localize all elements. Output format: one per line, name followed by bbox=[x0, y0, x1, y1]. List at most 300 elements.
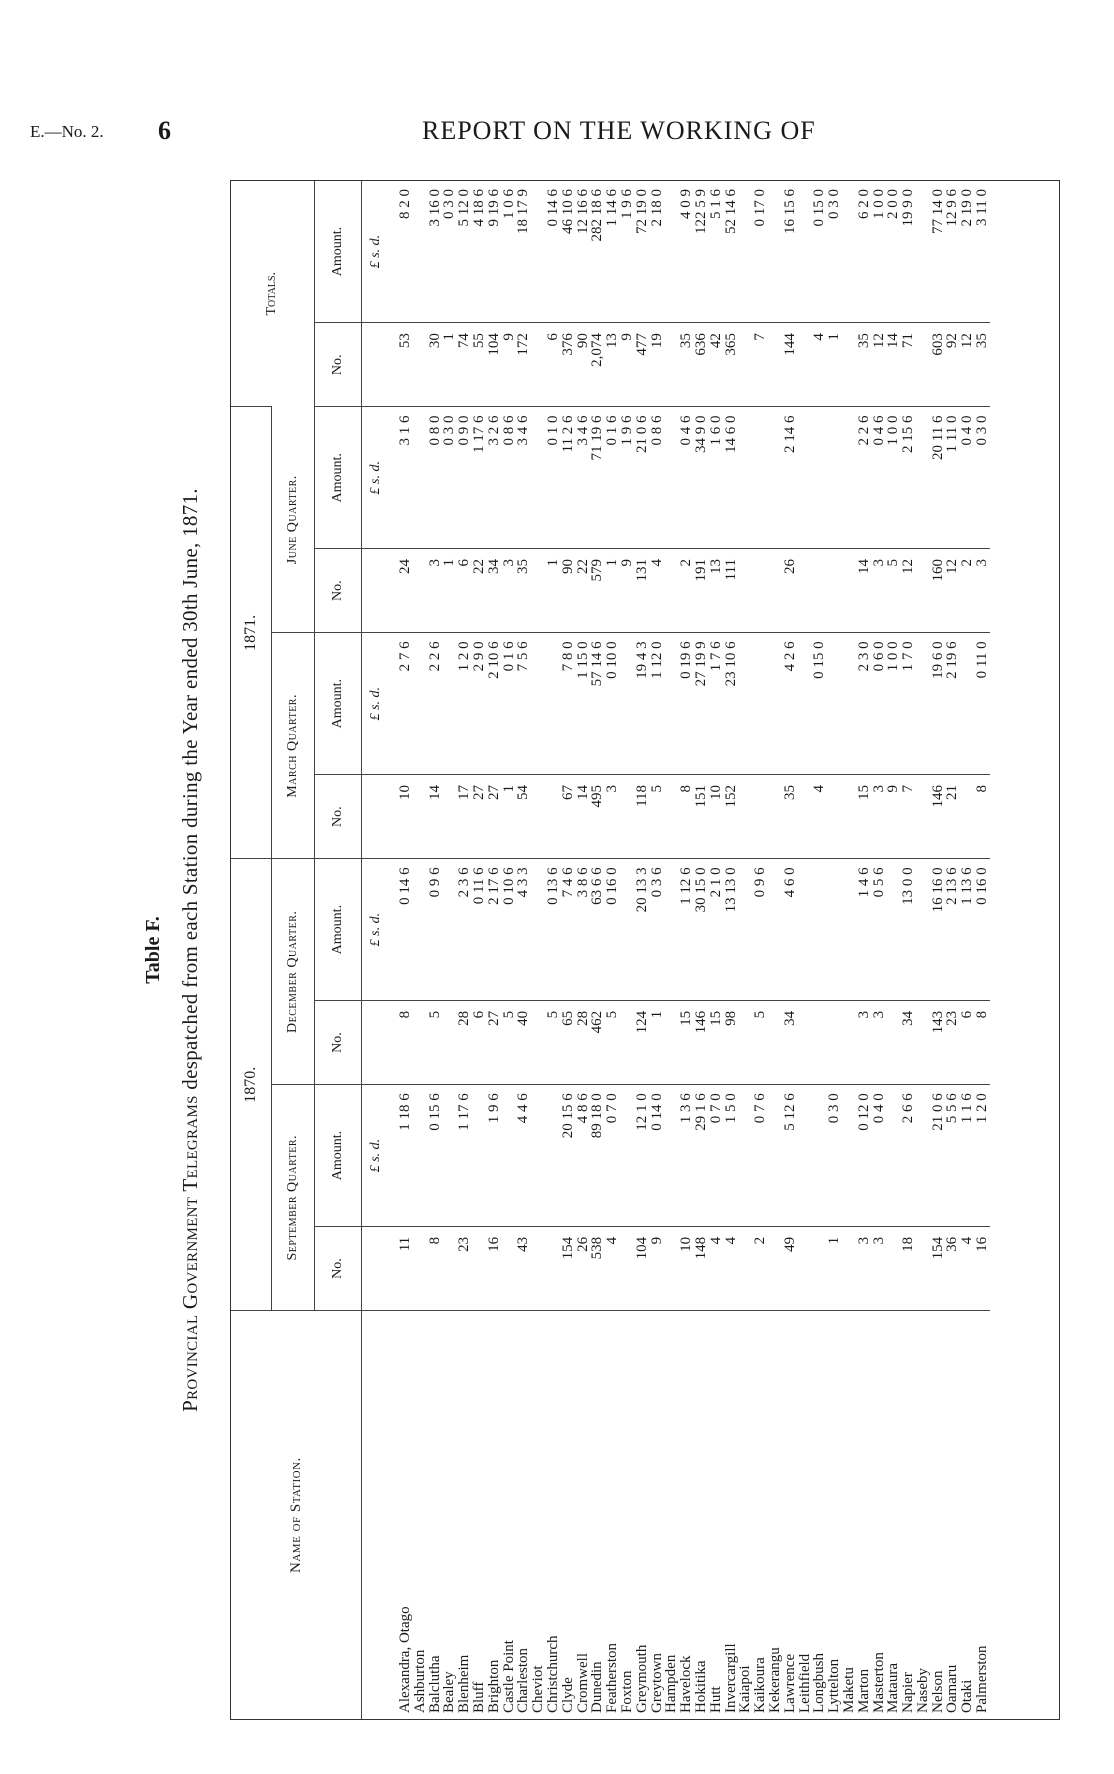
station-name-text: Oamaru bbox=[944, 1664, 961, 1713]
june-count: 13 bbox=[709, 549, 724, 633]
total-amount: 16 15 6 bbox=[781, 189, 798, 234]
december-amount: 7 4 6 bbox=[561, 859, 576, 1001]
september-amount: 0 14 0 bbox=[650, 1085, 665, 1227]
march-count: 8 bbox=[679, 774, 694, 858]
june-amount: 0 4 0 bbox=[960, 407, 975, 549]
december-count: 5 bbox=[428, 1000, 443, 1084]
june-amount: 1 11 0 bbox=[945, 407, 960, 549]
total-count bbox=[798, 323, 813, 407]
station-name-text: Naseby bbox=[914, 1668, 931, 1713]
march-count: 10 bbox=[390, 774, 413, 858]
station-name-text: Christchurch bbox=[544, 1635, 561, 1713]
march-count: 4 bbox=[812, 774, 827, 858]
march-count: 8 bbox=[975, 774, 990, 858]
june-count: 3 bbox=[428, 549, 443, 633]
september-count bbox=[620, 1226, 635, 1310]
september-amount: 0 4 0 bbox=[872, 1085, 887, 1227]
march-count: 54 bbox=[516, 774, 531, 858]
march-count bbox=[620, 774, 635, 858]
june-count bbox=[842, 549, 857, 633]
march-count bbox=[827, 774, 842, 858]
june-amount bbox=[531, 407, 546, 549]
table-row bbox=[753, 181, 768, 1719]
march-amount: 0 11 0 bbox=[975, 633, 990, 775]
page-header bbox=[30, 110, 1090, 150]
september-amount: 2 6 6 bbox=[901, 1085, 916, 1227]
march-count bbox=[738, 774, 753, 858]
september-count: 23 bbox=[457, 1226, 472, 1310]
september-amount: 1 3 6 bbox=[679, 1085, 694, 1227]
september-count: 16 bbox=[975, 1226, 990, 1310]
station-name bbox=[901, 1311, 916, 1719]
june-count: 2 bbox=[679, 549, 694, 633]
station-name-text: Lawrence bbox=[781, 1653, 798, 1713]
december-count: 34 bbox=[901, 1000, 916, 1084]
june-amount: 1 0 0 bbox=[886, 407, 901, 549]
september-amount: 29 1 6 bbox=[694, 1085, 709, 1227]
station-name bbox=[694, 1311, 709, 1719]
march-count: 35 bbox=[783, 774, 798, 858]
december-amount: 1 13 6 bbox=[960, 859, 975, 1001]
december-count: 28 bbox=[576, 1000, 591, 1084]
table-row bbox=[516, 181, 531, 1719]
december-amount: 0 13 6 bbox=[546, 859, 561, 1001]
table-row bbox=[635, 181, 650, 1719]
march-count: 146 bbox=[931, 774, 946, 858]
total-count: 376 bbox=[561, 323, 576, 407]
september-amount bbox=[798, 1085, 813, 1227]
total-count: 14 bbox=[886, 323, 901, 407]
table-frame bbox=[230, 180, 1060, 1720]
station-name bbox=[783, 1311, 798, 1719]
total-amount: 1 14 6 bbox=[604, 189, 621, 227]
station-name-text: Dunedin bbox=[589, 1661, 606, 1713]
september-amount: 1 18 6 bbox=[390, 1085, 413, 1227]
station-name bbox=[531, 1311, 546, 1719]
table-row bbox=[442, 181, 457, 1719]
units-spacer bbox=[362, 323, 391, 407]
total-count bbox=[531, 323, 546, 407]
march-count: 3 bbox=[605, 774, 620, 858]
station-name-text: Invercargill bbox=[722, 1643, 739, 1713]
units-spacer bbox=[362, 1226, 391, 1310]
table-row bbox=[812, 181, 827, 1719]
station-name-text: Kaiapoi bbox=[737, 1665, 754, 1713]
june-count: 5 bbox=[886, 549, 901, 633]
september-count: 148 bbox=[694, 1226, 709, 1310]
june-amount: 0 1 0 bbox=[546, 407, 561, 549]
september-count: 104 bbox=[635, 1226, 650, 1310]
station-name-text: Charleston bbox=[515, 1648, 532, 1713]
december-amount bbox=[798, 859, 813, 1001]
units-spacer bbox=[362, 1311, 391, 1719]
march-amount bbox=[798, 633, 813, 775]
total-count: 9 bbox=[502, 323, 517, 407]
caption-rest: despatched from each Station during the Year ended 30th June, 1871. bbox=[178, 488, 202, 1090]
units-label: £ s. d. bbox=[362, 1085, 391, 1227]
station-name bbox=[842, 1311, 857, 1719]
september-amount bbox=[472, 1085, 487, 1227]
station-name-text: Ashburton bbox=[411, 1649, 428, 1713]
total-count: 74 bbox=[457, 323, 472, 407]
table-row bbox=[960, 181, 975, 1719]
station-name-text: Greytown bbox=[648, 1653, 665, 1713]
total-count: 1 bbox=[827, 323, 842, 407]
march-amount bbox=[442, 633, 457, 775]
station-name bbox=[960, 1311, 975, 1719]
station-name-text: Featherston bbox=[604, 1643, 621, 1713]
total-count: 1 bbox=[442, 323, 457, 407]
december-amount bbox=[827, 859, 842, 1001]
march-amount: 7 5 6 bbox=[516, 633, 531, 775]
table-row bbox=[886, 181, 901, 1719]
total-amount: 3 16 0 bbox=[426, 189, 443, 227]
march-count: 5 bbox=[650, 774, 665, 858]
table-row bbox=[487, 181, 502, 1719]
table-row bbox=[413, 181, 428, 1719]
total-count: 365 bbox=[724, 323, 739, 407]
june-count: 12 bbox=[901, 549, 916, 633]
december-count: 27 bbox=[487, 1000, 502, 1084]
amount-header: Amount. bbox=[315, 633, 362, 775]
station-name-text: Alexandra, Otago bbox=[397, 1606, 413, 1713]
march-amount: 0 6 0 bbox=[872, 633, 887, 775]
september-count: 43 bbox=[516, 1226, 531, 1310]
total-amount: 19 9 0 bbox=[900, 189, 917, 227]
march-amount: 2 19 6 bbox=[945, 633, 960, 775]
march-count: 21 bbox=[945, 774, 960, 858]
total-amount bbox=[413, 181, 428, 323]
march-count: 15 bbox=[857, 774, 872, 858]
september-amount: 1 2 0 bbox=[975, 1085, 990, 1227]
june-count: 34 bbox=[487, 549, 502, 633]
december-count: 146 bbox=[694, 1000, 709, 1084]
june-amount: 1 6 0 bbox=[709, 407, 724, 549]
june-count: 1 bbox=[442, 549, 457, 633]
total-count: 42 bbox=[709, 323, 724, 407]
total-amount: 0 14 6 bbox=[544, 189, 561, 227]
march-amount: 27 19 9 bbox=[694, 633, 709, 775]
station-name bbox=[872, 1311, 887, 1719]
station-name bbox=[753, 1311, 768, 1719]
march-amount bbox=[842, 633, 857, 775]
march-count bbox=[442, 774, 457, 858]
march-amount: 19 6 0 bbox=[931, 633, 946, 775]
table-body bbox=[390, 181, 990, 1719]
march-amount: 1 15 0 bbox=[576, 633, 591, 775]
june-count bbox=[916, 549, 931, 633]
december-count bbox=[798, 1000, 813, 1084]
station-name bbox=[457, 1311, 472, 1719]
station-name-text: Leithfield bbox=[796, 1653, 813, 1713]
table-row bbox=[842, 181, 857, 1719]
no-header: No. bbox=[315, 1000, 362, 1084]
total-amount: 5 12 0 bbox=[456, 189, 473, 227]
march-amount bbox=[768, 633, 783, 775]
june-count: 579 bbox=[590, 549, 605, 633]
june-count: 3 bbox=[502, 549, 517, 633]
march-count bbox=[916, 774, 931, 858]
june-amount: 0 1 6 bbox=[605, 407, 620, 549]
march-amount: 1 7 0 bbox=[901, 633, 916, 775]
year-1870-header: 1870. bbox=[231, 859, 272, 1311]
september-count: 4 bbox=[709, 1226, 724, 1310]
march-amount: 57 14 6 bbox=[590, 633, 605, 775]
december-amount bbox=[413, 859, 428, 1001]
total-count: 636 bbox=[694, 323, 709, 407]
june-amount: 11 2 6 bbox=[561, 407, 576, 549]
total-count: 30 bbox=[428, 323, 443, 407]
station-name bbox=[650, 1311, 665, 1719]
station-name bbox=[561, 1311, 576, 1719]
caption-lead: Provincial Government Telegrams bbox=[178, 1095, 202, 1412]
september-count bbox=[812, 1226, 827, 1310]
station-name-text: Blenheim bbox=[456, 1654, 473, 1713]
totals-header: Totals. bbox=[231, 181, 315, 407]
december-amount: 2 3 6 bbox=[457, 859, 472, 1001]
june-count: 131 bbox=[635, 549, 650, 633]
march-amount bbox=[753, 633, 768, 775]
march-count: 118 bbox=[635, 774, 650, 858]
station-name bbox=[502, 1311, 517, 1719]
june-amount: 71 19 6 bbox=[590, 407, 605, 549]
june-amount bbox=[768, 407, 783, 549]
station-name-text: Mataura bbox=[885, 1663, 902, 1713]
total-count: 19 bbox=[650, 323, 665, 407]
june-amount: 21 0 6 bbox=[635, 407, 650, 549]
march-count: 495 bbox=[590, 774, 605, 858]
june-amount: 3 1 6 bbox=[390, 407, 413, 549]
september-amount bbox=[842, 1085, 857, 1227]
september-count: 1 bbox=[827, 1226, 842, 1310]
december-count: 143 bbox=[931, 1000, 946, 1084]
june-count: 1 bbox=[546, 549, 561, 633]
march-amount bbox=[546, 633, 561, 775]
december-amount: 0 16 0 bbox=[975, 859, 990, 1001]
march-amount bbox=[960, 633, 975, 775]
september-amount bbox=[413, 1085, 428, 1227]
telegram-table bbox=[231, 181, 990, 1719]
december-count: 5 bbox=[605, 1000, 620, 1084]
december-amount: 0 9 6 bbox=[753, 859, 768, 1001]
september-count: 2 bbox=[753, 1226, 768, 1310]
march-amount bbox=[620, 633, 635, 775]
station-name-text: Havelock bbox=[678, 1655, 695, 1713]
september-count: 154 bbox=[931, 1226, 946, 1310]
amount-header: Amount. bbox=[315, 859, 362, 1001]
june-count bbox=[413, 549, 428, 633]
june-amount: 1 9 6 bbox=[620, 407, 635, 549]
september-count: 8 bbox=[428, 1226, 443, 1310]
table-row bbox=[428, 181, 443, 1719]
no-header: No. bbox=[315, 774, 362, 858]
december-amount: 0 10 6 bbox=[502, 859, 517, 1001]
march-amount bbox=[413, 633, 428, 775]
march-count: 67 bbox=[561, 774, 576, 858]
station-name-text: Nelson bbox=[929, 1670, 946, 1713]
june-amount: 2 14 6 bbox=[783, 407, 798, 549]
total-count: 55 bbox=[472, 323, 487, 407]
september-amount: 0 7 6 bbox=[753, 1085, 768, 1227]
station-name bbox=[635, 1311, 650, 1719]
station-name bbox=[442, 1311, 457, 1719]
september-amount bbox=[546, 1085, 561, 1227]
total-count: 172 bbox=[516, 323, 531, 407]
march-count: 10 bbox=[709, 774, 724, 858]
station-name-text: Hutt bbox=[707, 1686, 724, 1713]
station-name-text: Hampden bbox=[663, 1654, 680, 1713]
total-count: 104 bbox=[487, 323, 502, 407]
december-count: 124 bbox=[635, 1000, 650, 1084]
total-amount: 77 14 0 bbox=[929, 189, 946, 234]
june-amount bbox=[738, 407, 753, 549]
june-count: 1 bbox=[605, 549, 620, 633]
march-amount: 2 2 6 bbox=[428, 633, 443, 775]
units-label: £ s. d. bbox=[362, 407, 391, 549]
september-amount: 0 3 0 bbox=[827, 1085, 842, 1227]
table-row bbox=[872, 181, 887, 1719]
march-count bbox=[768, 774, 783, 858]
june-amount: 2 2 6 bbox=[857, 407, 872, 549]
june-count: 26 bbox=[783, 549, 798, 633]
total-amount: 282 18 6 bbox=[589, 189, 606, 242]
september-amount: 1 5 0 bbox=[724, 1085, 739, 1227]
table-row bbox=[650, 181, 665, 1719]
june-amount bbox=[827, 407, 842, 549]
total-amount: 12 16 6 bbox=[574, 189, 591, 234]
station-name-text: Kaikoura bbox=[752, 1657, 769, 1713]
total-count: 2,074 bbox=[590, 323, 605, 407]
december-amount: 20 13 3 bbox=[635, 859, 650, 1001]
march-count: 151 bbox=[694, 774, 709, 858]
amount-header: Amount. bbox=[315, 407, 362, 549]
december-count: 8 bbox=[975, 1000, 990, 1084]
station-name bbox=[812, 1311, 827, 1719]
september-count bbox=[798, 1226, 813, 1310]
september-amount: 0 7 0 bbox=[709, 1085, 724, 1227]
september-count: 9 bbox=[650, 1226, 665, 1310]
table-row bbox=[679, 181, 694, 1719]
total-amount: 0 17 0 bbox=[752, 189, 769, 227]
december-count bbox=[664, 1000, 679, 1084]
table-row bbox=[857, 181, 872, 1719]
total-amount bbox=[738, 181, 753, 323]
june-count: 90 bbox=[561, 549, 576, 633]
december-amount: 2 1 0 bbox=[709, 859, 724, 1001]
station-name bbox=[413, 1311, 428, 1719]
june-amount: 2 15 6 bbox=[901, 407, 916, 549]
table-row bbox=[709, 181, 724, 1719]
total-amount: 0 15 0 bbox=[811, 189, 828, 227]
station-name bbox=[945, 1311, 960, 1719]
december-amount: 0 5 6 bbox=[872, 859, 887, 1001]
station-name bbox=[798, 1311, 813, 1719]
december-count bbox=[812, 1000, 827, 1084]
september-amount: 1 1 6 bbox=[960, 1085, 975, 1227]
total-amount bbox=[916, 181, 931, 323]
total-count: 35 bbox=[975, 323, 990, 407]
no-header: No. bbox=[315, 1226, 362, 1310]
september-count bbox=[916, 1226, 931, 1310]
total-amount: 52 14 6 bbox=[722, 189, 739, 234]
december-amount bbox=[664, 859, 679, 1001]
september-amount: 0 12 0 bbox=[857, 1085, 872, 1227]
total-amount: 122 5 9 bbox=[692, 189, 709, 234]
december-count: 65 bbox=[561, 1000, 576, 1084]
september-amount: 20 15 6 bbox=[561, 1085, 576, 1227]
december-count: 98 bbox=[724, 1000, 739, 1084]
total-count bbox=[413, 323, 428, 407]
march-amount bbox=[664, 633, 679, 775]
december-amount: 0 3 6 bbox=[650, 859, 665, 1001]
total-amount bbox=[664, 181, 679, 323]
september-count: 18 bbox=[901, 1226, 916, 1310]
station-name-text: Palmerston bbox=[974, 1645, 991, 1713]
table-row bbox=[694, 181, 709, 1719]
december-amount bbox=[768, 859, 783, 1001]
june-amount: 0 3 0 bbox=[975, 407, 990, 549]
total-count: 144 bbox=[783, 323, 798, 407]
december-count: 5 bbox=[502, 1000, 517, 1084]
september-count: 36 bbox=[945, 1226, 960, 1310]
december-count: 5 bbox=[546, 1000, 561, 1084]
table-row bbox=[457, 181, 472, 1719]
september-count bbox=[664, 1226, 679, 1310]
table-row bbox=[798, 181, 813, 1719]
december-amount bbox=[812, 859, 827, 1001]
december-count: 34 bbox=[783, 1000, 798, 1084]
december-count bbox=[413, 1000, 428, 1084]
december-count: 3 bbox=[872, 1000, 887, 1084]
december-amount: 63 6 6 bbox=[590, 859, 605, 1001]
station-name-text: Kekerangu bbox=[766, 1647, 783, 1713]
amount-header: Amount. bbox=[315, 181, 362, 323]
june-amount bbox=[798, 407, 813, 549]
december-count: 462 bbox=[590, 1000, 605, 1084]
total-amount bbox=[842, 181, 857, 323]
september-count bbox=[442, 1226, 457, 1310]
total-amount: 1 9 6 bbox=[618, 189, 635, 219]
march-amount: 0 15 0 bbox=[812, 633, 827, 775]
december-amount bbox=[442, 859, 457, 1001]
september-count: 16 bbox=[487, 1226, 502, 1310]
total-amount: 4 18 6 bbox=[470, 189, 487, 227]
june-amount: 3 4 6 bbox=[576, 407, 591, 549]
september-amount bbox=[442, 1085, 457, 1227]
march-count: 14 bbox=[428, 774, 443, 858]
june-count: 24 bbox=[390, 549, 413, 633]
total-count: 12 bbox=[960, 323, 975, 407]
december-count bbox=[827, 1000, 842, 1084]
march-amount: 2 7 6 bbox=[390, 633, 413, 775]
march-count bbox=[753, 774, 768, 858]
june-count: 4 bbox=[650, 549, 665, 633]
june-amount: 0 4 6 bbox=[872, 407, 887, 549]
station-name bbox=[664, 1311, 679, 1719]
december-count: 1 bbox=[650, 1000, 665, 1084]
table-row bbox=[783, 181, 798, 1719]
december-count bbox=[738, 1000, 753, 1084]
total-count: 603 bbox=[931, 323, 946, 407]
september-count: 11 bbox=[390, 1226, 413, 1310]
station-name bbox=[931, 1311, 946, 1719]
total-count: 6 bbox=[546, 323, 561, 407]
september-count: 154 bbox=[561, 1226, 576, 1310]
station-name-text: Foxton bbox=[618, 1670, 635, 1713]
total-amount: 18 17 9 bbox=[515, 189, 532, 234]
september-quarter-header: September Quarter. bbox=[272, 1085, 315, 1311]
total-count: 71 bbox=[901, 323, 916, 407]
